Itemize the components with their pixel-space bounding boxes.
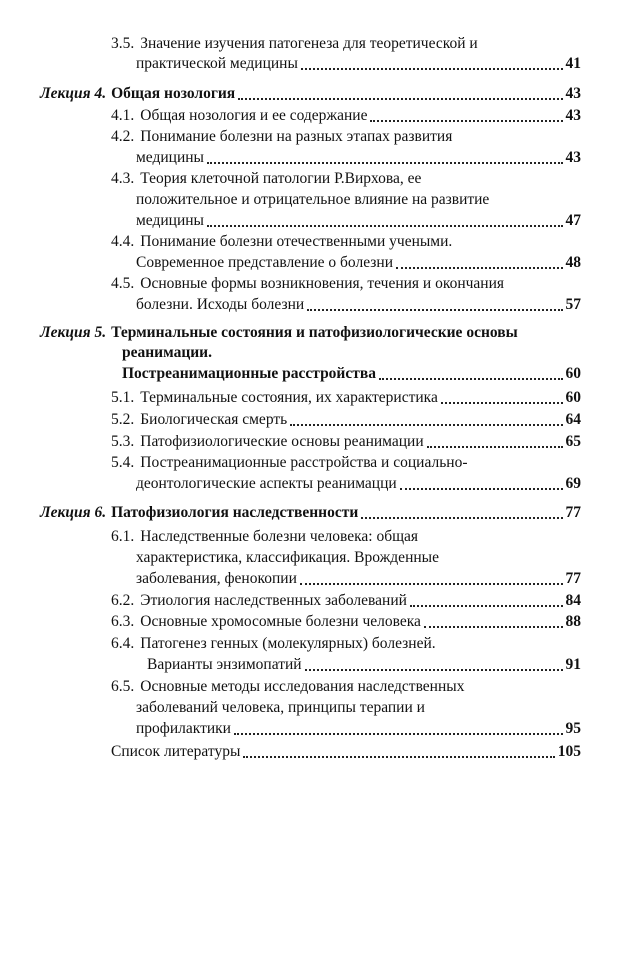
section-number: 4.4. [111,233,135,250]
section-title-cont: Современное представление о болезни [136,254,393,271]
toc-entry-3-5 [111,34,581,54]
lecture-title: Общая нозология [111,85,236,102]
section-title: Наследственные болезни человека: общая [140,528,419,545]
section-number: 5.2. [111,411,135,428]
page-number: 95 [565,720,581,737]
section-number: 6.5. [111,678,135,695]
toc-entry-6-3 [111,612,581,632]
section-title: Понимание болезни отечественными учеными. [140,233,453,250]
toc-entry-6-5-cont [136,698,581,718]
page-number: 65 [565,433,581,450]
section-number: 5.4. [111,454,135,471]
toc-entry-5-4 [111,453,581,473]
section-title: Значение изучения патогенеза для теоретической и [140,35,478,52]
toc-entry-4-2-cont [136,148,581,168]
toc-entry-4-3 [111,169,581,189]
page-number: 77 [565,570,581,587]
section-title-cont: Варианты энзимопатий [147,656,302,673]
toc-entry-4-4 [111,232,581,252]
toc-lecture-6 [40,503,581,523]
page-number: 64 [565,411,581,428]
section-title: Общая нозология и ее содержание [140,107,368,124]
section-number: 4.3. [111,170,135,187]
toc-entry-5-3 [111,432,581,452]
toc-entry-4-3-cont2 [136,211,581,231]
toc-entry-6-5 [111,677,581,697]
section-title-cont: заболевания, фенокопии [136,570,297,587]
section-number: 6.1. [111,528,135,545]
toc-entry-6-5-cont2 [136,719,581,739]
leader-dots [370,114,562,122]
toc-lecture-5 [40,323,581,343]
lecture-title-cont: реанимации. [122,344,212,361]
leader-dots [400,482,563,490]
leader-dots [307,303,562,311]
toc-entry-4-4-cont [136,253,581,273]
toc-entry-6-2 [111,591,581,611]
toc-entry-4-2 [111,127,581,147]
lecture-prefix: Лекция 6. [40,504,107,521]
section-number: 5.1. [111,389,135,406]
section-title: Терминальные состояния, их характеристика [140,389,438,406]
leader-dots [207,156,563,164]
references-title: Список литературы [111,743,241,760]
leader-dots [361,511,562,519]
leader-dots [300,577,563,585]
leader-dots [379,372,563,380]
toc-entry-6-1 [111,527,581,547]
page-number: 77 [565,504,581,521]
page-number: 88 [565,613,581,630]
leader-dots [301,62,563,70]
section-title: Основные методы исследования наследственных [140,678,465,695]
leader-dots [243,750,554,758]
section-title: Патофизиологические основы реанимации [140,433,424,450]
lecture-title: Терминальные состояния и патофизиологические основы [111,324,518,341]
lecture-title: Патофизиология наследственности [111,504,359,521]
lecture-prefix: Лекция 5. [40,324,107,341]
section-title-cont: медицины [136,212,204,229]
leader-dots [238,92,562,100]
toc-entry-4-3-cont [136,190,581,210]
section-number: 4.2. [111,128,135,145]
section-number: 3.5. [111,35,135,52]
toc-references [111,742,581,762]
leader-dots [234,727,563,735]
toc-lecture-5-cont [122,343,581,363]
section-title: Теория клеточной патологии Р.Вирхова, ее [140,170,422,187]
leader-dots [290,418,562,426]
page-number: 91 [565,656,581,673]
page-number: 48 [565,254,581,271]
section-number: 4.5. [111,275,135,292]
leader-dots [424,620,563,628]
toc-entry-4-5-cont [136,295,581,315]
section-title: Постреанимационные расстройства и социально- [140,454,468,471]
toc-entry-5-2 [111,410,581,430]
leader-dots [427,440,563,448]
toc-entry-5-1 [111,388,581,408]
section-title: Основные хромосомные болезни человека [140,613,421,630]
lecture-prefix: Лекция 4. [40,85,107,102]
leader-dots [410,599,563,607]
page-number: 84 [565,592,581,609]
page-number: 57 [565,296,581,313]
page-number: 43 [565,107,581,124]
section-title: Биологическая смерть [140,411,288,428]
section-title: Понимание болезни на разных этапах развития [140,128,453,145]
toc-lecture-5-cont2 [122,364,581,384]
toc-lecture-4 [40,84,581,104]
page-number: 43 [565,149,581,166]
toc-entry-6-1-cont [136,548,581,568]
page-number: 41 [565,55,581,72]
section-number: 6.2. [111,592,135,609]
section-title-cont: деонтологические аспекты реанимацци [136,475,397,492]
page-number: 47 [565,212,581,229]
page-number: 60 [565,365,581,382]
section-number: 4.1. [111,107,135,124]
toc-entry-6-4-cont [147,655,581,675]
section-number: 6.3. [111,613,135,630]
section-title-cont: болезни. Исходы болезни [136,296,305,313]
page-number: 105 [557,743,581,760]
toc-entry-6-1-cont2 [136,569,581,589]
lecture-title-cont: Постреанимационные расстройства [122,365,376,382]
section-number: 5.3. [111,433,135,450]
leader-dots [305,663,563,671]
section-title-cont: профилактики [136,720,231,737]
page-number: 43 [565,85,581,102]
page-number: 60 [565,389,581,406]
leader-dots [441,396,563,404]
section-title: Патогенез генных (молекулярных) болезней. [140,635,436,652]
toc-entry-3-5-cont [136,54,581,74]
section-title-cont: заболеваний человека, принципы терапии и [136,699,425,716]
section-title-cont: медицины [136,149,204,166]
toc-entry-4-5 [111,274,581,294]
leader-dots [396,261,563,269]
toc-entry-6-4 [111,634,581,654]
section-title: Этиология наследственных заболеваний [140,592,407,609]
section-title: Основные формы возникновения, течения и окончания [140,275,505,292]
toc-entry-5-4-cont [136,474,581,494]
section-title-cont: характеристика, классификация. Врожденные [136,549,439,566]
toc-entry-4-1 [111,106,581,126]
section-title-cont: положительное и отрицательное влияние на развитие [136,191,490,208]
page-number: 69 [565,475,581,492]
section-number: 6.4. [111,635,135,652]
section-title-cont: практической медицины [136,55,298,72]
leader-dots [207,219,563,227]
